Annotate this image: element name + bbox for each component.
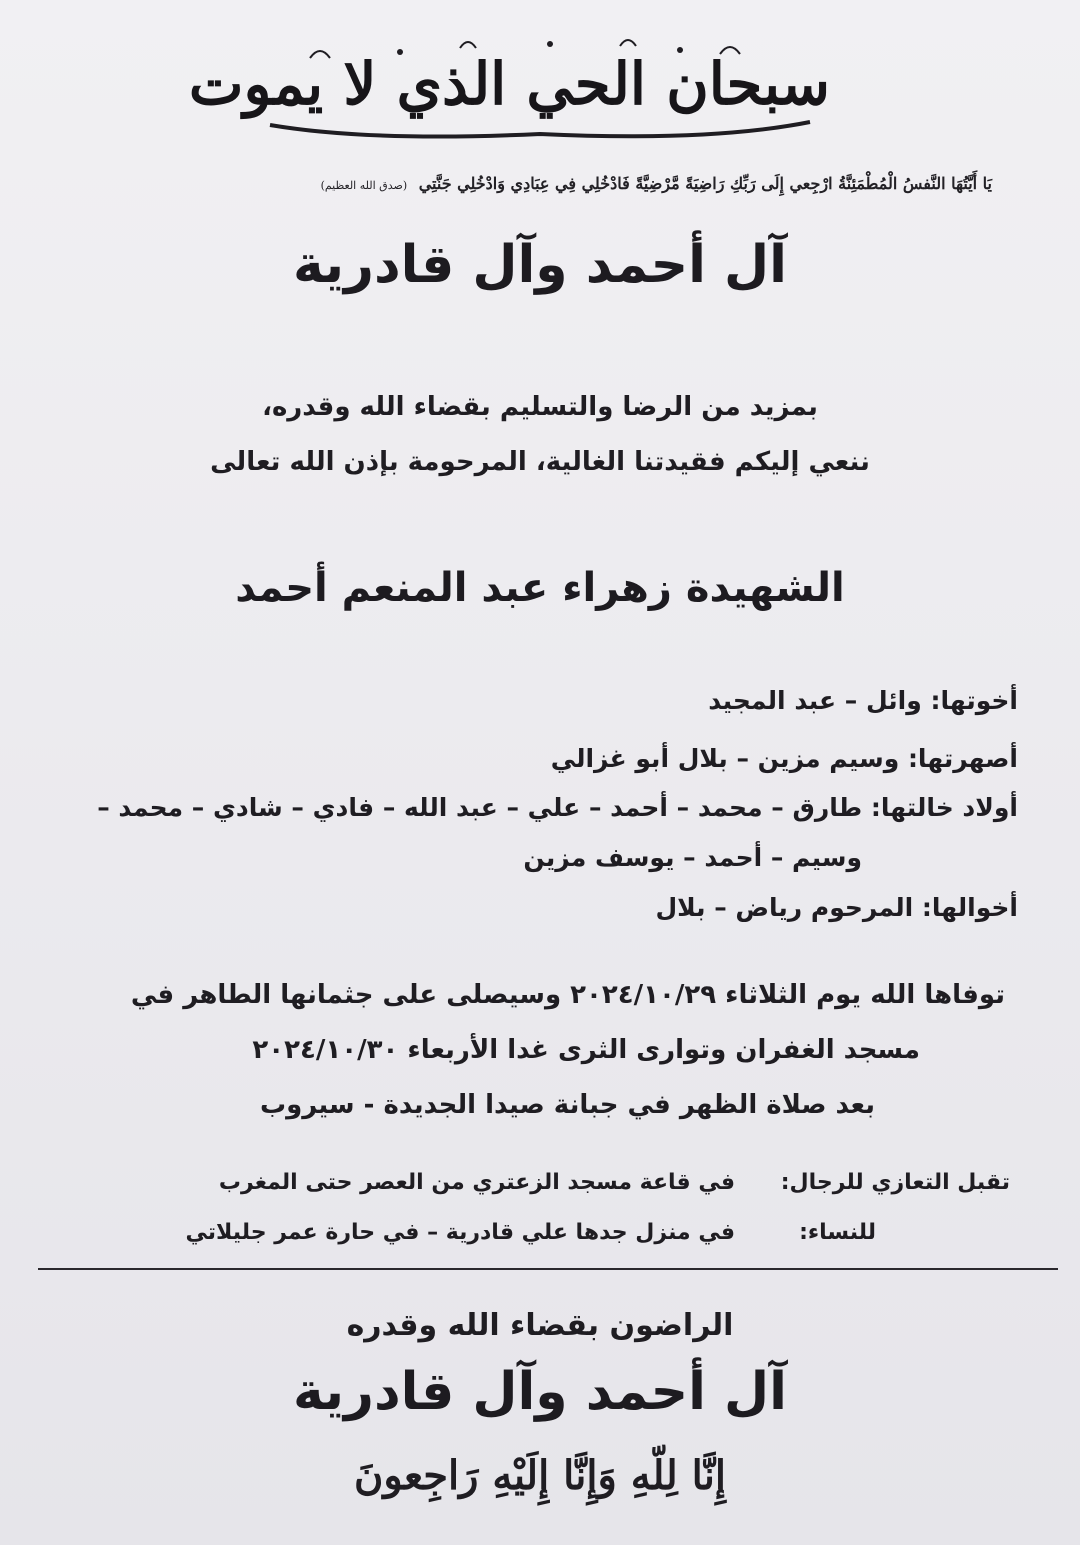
condolences-men-value: في قاعة مسجد الزعتري من العصر حتى المغرب [218,1170,735,1195]
footer-closing-verse: إِنَّا لِلّهِ وَإِنَّا إِلَيْهِ رَاجِعونَ [353,1452,727,1499]
deceased-name: الشهيدة زهراء عبد المنعم أحمد [235,565,845,611]
condolences-women-label: للنساء: [799,1220,876,1245]
intro-line-2: ننعي إليكم فقيدتنا الغالية، المرحومة بإذن الله تعالى [210,447,870,477]
condolences-women-value: في منزل جدها علي قادرية – في حارة عمر جليلاتي [185,1220,735,1245]
funeral-line-1: توفاها الله يوم الثلاثاء ٢٠٢٤/١٠/٢٩ وسيصلى على جثمانها الطاهر في [130,980,1005,1010]
divider [38,1268,1058,1270]
condolences-men-label: تقبل التعازي للرجال: [780,1170,1010,1195]
relatives-uncles: أخوالها: المرحوم رياض – بلال [655,893,1018,922]
relatives-cousins-line-2: وسيم – أحمد – يوسف مزين [523,843,862,872]
footer-family-name: آل أحمد وآل قادرية [293,1362,787,1422]
relatives-brothers: أخوتها: وائل – عبد المجيد [708,686,1018,715]
footer-content-phrase: الراضون بقضاء الله وقدره [346,1308,734,1343]
family-name-heading: آل أحمد وآل قادرية [293,235,787,295]
intro-line-1: بمزيد من الرضا والتسليم بقضاء الله وقدره، [262,392,818,422]
verse-reference: (صدق الله العظيم) [320,179,408,192]
verse-text: يَا أَيَّتُهَا النَّفسُ الْمُطْمَئِنَّةُ ارْجِعي إِلَى رَبِّكِ رَاضِيَةً مَّرْضِيَّةً فَادْخُلِي فِي عِبَادِي وَادْخُلِي جَنَّتِي [418,174,992,193]
relatives-cousins-line-1: أولاد خالتها: طارق – محمد – أحمد – علي – عبد الله – فادي – شادي – محمد – [97,793,1018,822]
calligraphy-text: سبحان الحي الذي لا يموت [188,50,830,118]
funeral-line-3: بعد صلاة الظهر في جبانة صيدا الجديدة - سيروب [259,1090,875,1120]
relatives-in-laws: أصهرتها: وسيم مزين – بلال أبو غزالي [550,744,1018,773]
quran-verse [132,174,992,193]
calligraphy-header [188,30,830,150]
funeral-line-2: مسجد الغفران وتوارى الثرى غدا الأربعاء ٢٠٢٤/١٠/٣٠ [252,1035,920,1065]
